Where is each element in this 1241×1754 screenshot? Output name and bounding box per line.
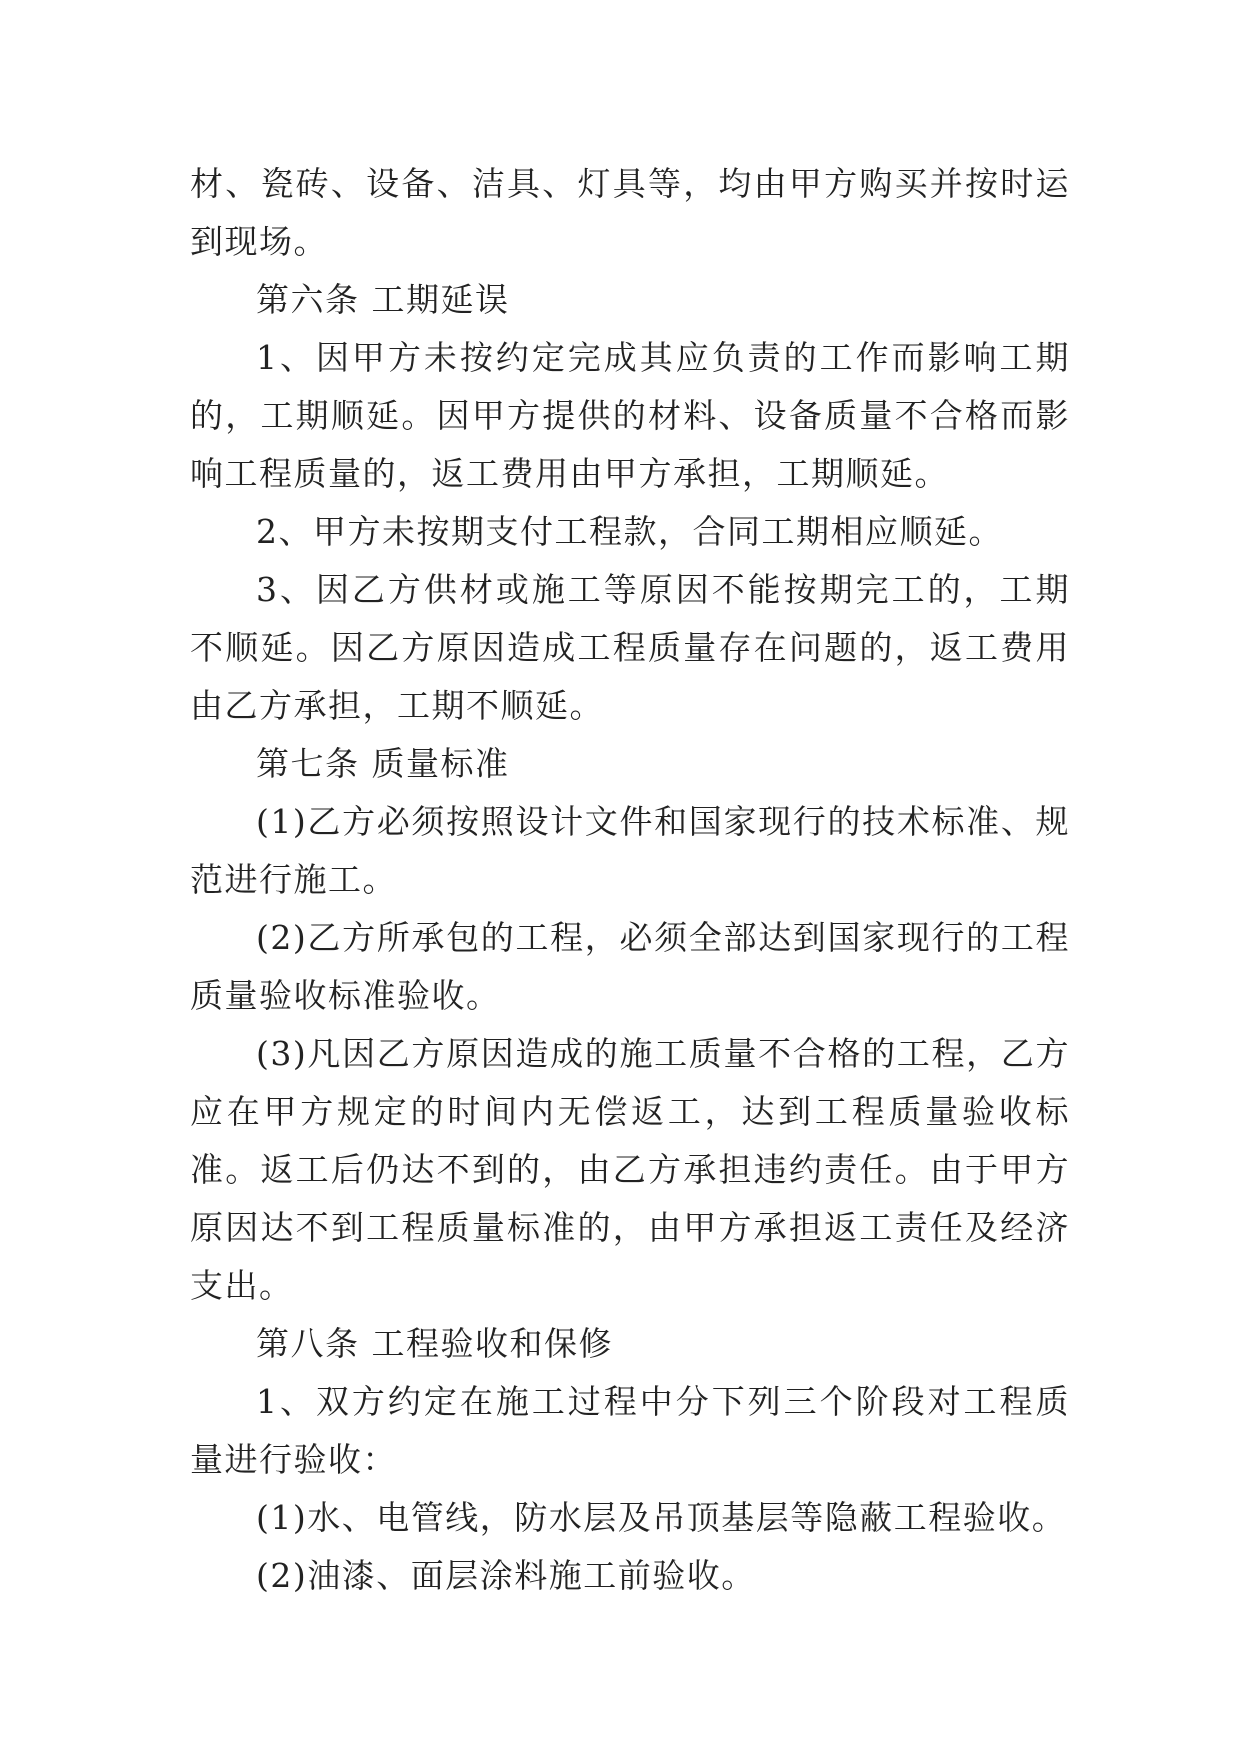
article-6-clause-2: 2、甲方未按期支付工程款，合同工期相应顺延。 (256, 512, 1003, 551)
contract-body (190, 155, 1070, 1605)
article-7-item-1: (1)乙方必须按照设计文件和国家现行的技术标准、规范进行施工。 (190, 802, 1070, 899)
article-7-item-3: (3)凡因乙方原因造成的施工质量不合格的工程，乙方应在甲方规定的时间内无偿返工，达到工程质量验收标准。返工后仍达不到的，由乙方承担违约责任。由于甲方原因达不到工程质量标准的，由甲方承担返工责任及经济支出。 (190, 1034, 1070, 1305)
article-8-clause-1: 1、双方约定在施工过程中分下列三个阶段对工程质量进行验收： (190, 1382, 1070, 1479)
paragraph-materials-continued: 材、瓷砖、设备、洁具、灯具等，均由甲方购买并按时运到现场。 (190, 164, 1070, 261)
article-6-heading: 第六条 工期延误 (256, 280, 510, 319)
article-8-stage-2: (2)油漆、面层涂料施工前验收。 (256, 1556, 756, 1595)
article-8-stage-1: (1)水、电管线，防水层及吊顶基层等隐蔽工程验收。 (256, 1498, 1067, 1537)
article-6-clause-3: 3、因乙方供材或施工等原因不能按期完工的，工期不顺延。因乙方原因造成工程质量存在问题的，返工费用由乙方承担，工期不顺延。 (190, 570, 1070, 725)
article-6-clause-1: 1、因甲方未按约定完成其应负责的工作而影响工期的，工期顺延。因甲方提供的材料、设备质量不合格而影响工程质量的，返工费用由甲方承担，工期顺延。 (190, 338, 1070, 493)
article-7-item-2: (2)乙方所承包的工程，必须全部达到国家现行的工程质量验收标准验收。 (190, 918, 1070, 1015)
article-7-heading: 第七条 质量标准 (256, 744, 510, 783)
article-8-heading: 第八条 工程验收和保修 (256, 1324, 613, 1363)
